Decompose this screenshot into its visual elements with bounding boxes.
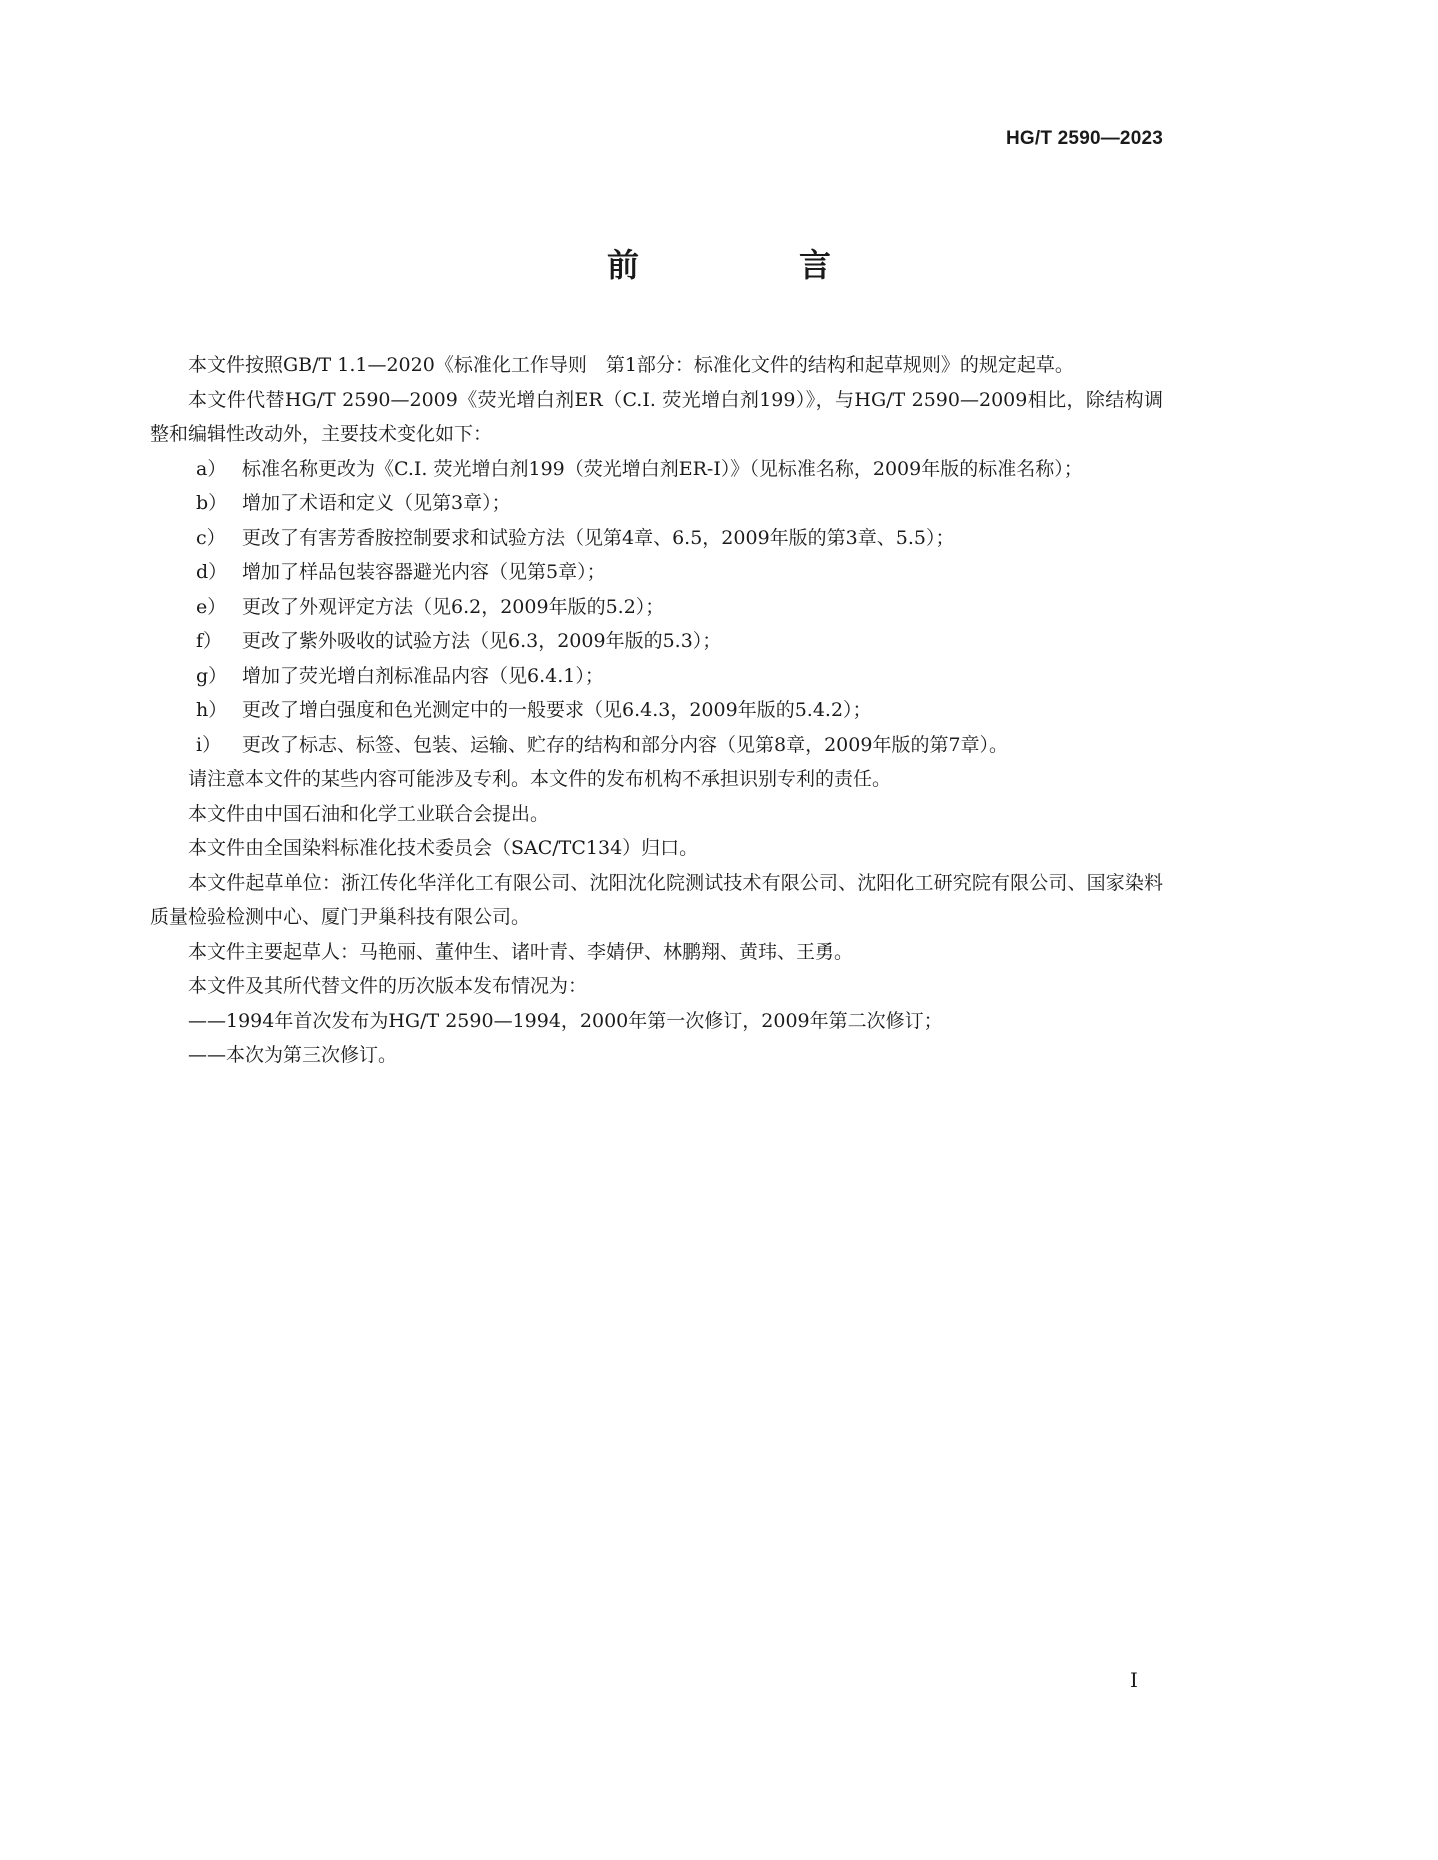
paragraph-drafting-rules: 本文件按照GB/T 1.1—2020《标准化工作导则 第1部分：标准化文件的结构和起草规则》的规定起草。: [188, 354, 1074, 376]
list-item-label: g）: [196, 664, 228, 687]
list-item: [150, 590, 1163, 625]
list-item-label: d）: [196, 561, 228, 583]
list-item-text: 更改了紫外吸收的试验方法（见6.3，2009年版的5.3）；: [242, 630, 722, 652]
list-item-label: e）: [196, 595, 227, 618]
list-item-text: 标准名称更改为《C.I. 荧光增白剂199（荧光增白剂ER-Ⅰ）》（见标准名称，2009年版的标准名称）；: [242, 457, 1083, 480]
list-item: [150, 659, 1163, 694]
paragraph-history-intro: 本文件及其所代替文件的历次版本发布情况为：: [188, 975, 588, 997]
list-item: [150, 486, 1163, 521]
list-item: [150, 555, 1163, 590]
history-item: ——本次为第三次修订。: [188, 1044, 398, 1066]
list-item-text: 增加了荧光增白剂标准品内容（见6.4.1）；: [242, 664, 604, 687]
list-item-text: 增加了术语和定义（见第3章）；: [242, 492, 511, 514]
paragraph-drafting-units: 本文件起草单位：浙江传化华洋化工有限公司、沈阳沈化院测试技术有限公司、沈阳化工研究院有限公司、国家染料质量检验检测中心、厦门尹巢科技有限公司。: [150, 871, 1163, 928]
preface-body: [150, 348, 1163, 1073]
list-item-label: i）: [196, 733, 222, 756]
list-item: [150, 521, 1163, 556]
paragraph-replacement: 本文件代替HG/T 2590—2009《荧光增白剂ER（C.I. 荧光增白剂199）》，与HG/T 2590—2009相比，除结构调整和编辑性改动外，主要技术变化如下：: [150, 388, 1163, 445]
paragraph-proposer: 本文件由中国石油和化学工业联合会提出。: [188, 802, 550, 825]
list-item: [150, 728, 1163, 763]
standard-code: HG/T 2590—2023: [1006, 128, 1163, 149]
page-title: 前 言: [606, 246, 895, 284]
list-item-text: 更改了增白强度和色光测定中的一般要求（见6.4.3，2009年版的5.4.2）；: [242, 699, 872, 721]
paragraph-committee: 本文件由全国染料标准化技术委员会（SAC/TC134）归口。: [188, 837, 699, 859]
list-item-text: 更改了标志、标签、包装、运输、贮存的结构和部分内容（见第8章，2009年版的第7章）。: [242, 733, 1009, 756]
list-item-text: 增加了样品包装容器避光内容（见第5章）；: [242, 561, 606, 583]
list-item: [150, 624, 1163, 659]
list-item-label: a）: [196, 457, 227, 480]
changes-list: [150, 452, 1163, 763]
paragraph-drafters: 本文件主要起草人：马艳丽、董仲生、诸叶青、李婧伊、林鹏翔、黄玮、王勇。: [188, 940, 854, 963]
list-item-text: 更改了外观评定方法（见6.2，2009年版的5.2）；: [242, 595, 665, 618]
paragraph-patent-notice: 请注意本文件的某些内容可能涉及专利。本文件的发布机构不承担识别专利的责任。: [188, 768, 892, 790]
list-item-label: f）: [196, 630, 223, 652]
list-item-text: 更改了有害芳香胺控制要求和试验方法（见第4章、6.5，2009年版的第3章、5.5）；: [242, 526, 955, 549]
list-item: [150, 452, 1163, 487]
history-item: ——1994年首次发布为HG/T 2590—1994，2000年第一次修订，2009年第二次修订；: [188, 1009, 943, 1032]
list-item-label: c）: [196, 526, 226, 549]
list-item: [150, 693, 1163, 728]
page-number: I: [1130, 1668, 1138, 1692]
list-item-label: h）: [196, 699, 228, 721]
list-item-label: b）: [196, 492, 228, 514]
